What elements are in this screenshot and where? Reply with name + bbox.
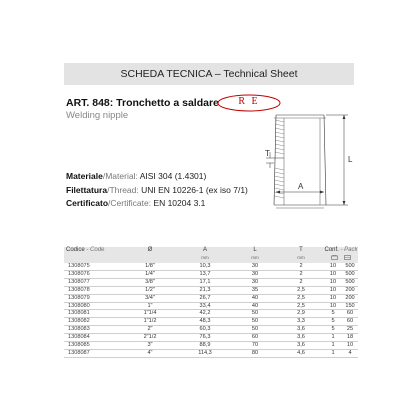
cell-code: 1308082 xyxy=(64,318,122,326)
cell-code: 1308081 xyxy=(64,310,122,318)
cell-p2: 25 xyxy=(342,326,358,334)
cell-p1: 10 xyxy=(324,286,342,294)
cell-a: 48,3 xyxy=(178,318,232,326)
cell-t: 3,6 xyxy=(278,326,324,334)
cell-d: 1/8" xyxy=(122,263,178,270)
cell-t: 2 xyxy=(278,278,324,286)
table-row xyxy=(64,302,358,310)
cell-d: 3/8" xyxy=(122,278,178,286)
cell-p1: 5 xyxy=(324,310,342,318)
cell-d: 2" xyxy=(122,326,178,334)
pack-icons xyxy=(324,254,358,261)
cell-l: 60 xyxy=(232,334,278,342)
cell-code: 1308087 xyxy=(64,349,122,357)
spec-certificate-label-en: /Certificate: xyxy=(108,198,152,208)
spec-material xyxy=(66,170,248,184)
col-diameter-header xyxy=(122,247,178,263)
cell-l: 30 xyxy=(232,263,278,270)
cell-t: 2,9 xyxy=(278,310,324,318)
cell-l: 50 xyxy=(232,310,278,318)
cell-p2: 60 xyxy=(342,318,358,326)
col-code-label-en: - Code xyxy=(84,247,105,253)
col-l-unit: mm xyxy=(251,255,259,260)
col-pack-label: Conf. xyxy=(324,247,339,253)
cell-p1: 10 xyxy=(324,270,342,278)
dimensions-table xyxy=(64,247,358,358)
table-header-row xyxy=(64,247,358,263)
table-row xyxy=(64,318,358,326)
dimensions-table-wrap xyxy=(64,247,358,358)
cell-a: 88,9 xyxy=(178,342,232,350)
cell-l: 40 xyxy=(232,302,278,310)
spec-thread-label-en: /Thread: xyxy=(107,184,139,195)
spec-thread xyxy=(66,184,248,198)
col-diameter-label: Ø xyxy=(147,247,153,253)
cell-code: 1308079 xyxy=(64,294,122,302)
article-subtitle: Welding nipple xyxy=(66,110,129,121)
cell-p1: 1 xyxy=(324,342,342,350)
cell-t: 2,5 xyxy=(278,302,324,310)
cell-p1: 5 xyxy=(324,318,342,326)
cell-code: 1308076 xyxy=(64,270,122,278)
cell-a: 26,7 xyxy=(178,294,232,302)
col-t-label: T xyxy=(299,247,303,253)
cell-d: 1/4" xyxy=(122,270,178,278)
cell-l: 70 xyxy=(232,342,278,350)
label-l: L xyxy=(348,155,353,164)
col-l-header xyxy=(232,247,278,263)
cell-p1: 10 xyxy=(324,294,342,302)
spec-material-label-en: /Material: xyxy=(102,171,138,181)
box-icon xyxy=(331,255,338,260)
spec-certificate-label: Certificato xyxy=(66,198,109,208)
cell-t: 3,3 xyxy=(278,318,324,326)
spec-certificate xyxy=(66,197,248,211)
cell-p2: 60 xyxy=(342,310,358,318)
cell-a: 13,7 xyxy=(178,270,232,278)
carton-icon xyxy=(344,255,351,260)
col-t-unit: mm xyxy=(297,255,305,260)
cell-p2: 500 xyxy=(342,263,358,270)
cell-d: 1"1/4 xyxy=(122,310,178,318)
label-t: T xyxy=(265,149,270,158)
col-a-label: A xyxy=(202,247,207,253)
cell-code: 1308084 xyxy=(64,334,122,342)
spec-material-label: Materiale xyxy=(66,171,103,181)
cell-code: 1308080 xyxy=(64,302,122,310)
spec-thread-value: UNI EN 10226-1 (ex iso 7/1) xyxy=(138,184,248,195)
cell-d: 1/2" xyxy=(122,286,178,294)
cell-a: 10,3 xyxy=(178,263,232,270)
table-row xyxy=(64,286,358,294)
cell-p2: 18 xyxy=(342,334,358,342)
cell-t: 3,6 xyxy=(278,342,324,350)
table-row xyxy=(64,310,358,318)
table-row xyxy=(64,294,358,302)
cell-l: 50 xyxy=(232,326,278,334)
cell-p1: 10 xyxy=(324,302,342,310)
cell-p2: 500 xyxy=(342,278,358,286)
cell-d: 4" xyxy=(122,349,178,357)
cell-d: 3" xyxy=(122,342,178,350)
cell-p2: 200 xyxy=(342,294,358,302)
table-row xyxy=(64,263,358,270)
cell-t: 2,5 xyxy=(278,294,324,302)
cell-a: 21,3 xyxy=(178,286,232,294)
cell-t: 2,5 xyxy=(278,286,324,294)
col-l-label: L xyxy=(253,247,257,253)
cell-code: 1308085 xyxy=(64,342,122,350)
cell-t: 3,6 xyxy=(278,334,324,342)
article-title: ART. 848: Tronchetto a saldare xyxy=(66,97,219,109)
spec-certificate-value: EN 10204 3.1 xyxy=(151,198,206,208)
cell-l: 80 xyxy=(232,349,278,357)
cell-code: 1308077 xyxy=(64,278,122,286)
col-pack-label-en: - Pack xyxy=(338,247,358,253)
cell-a: 60,3 xyxy=(178,326,232,334)
cell-t: 2 xyxy=(278,263,324,270)
spec-material-value: AISI 304 (1.4301) xyxy=(137,171,207,181)
cell-d: 1" xyxy=(122,302,178,310)
cell-p2: 500 xyxy=(342,270,358,278)
spec-thread-label: Filettatura xyxy=(66,184,108,195)
cell-p2: 200 xyxy=(342,286,358,294)
cell-d: 3/4" xyxy=(122,294,178,302)
cell-a: 42,2 xyxy=(178,310,232,318)
cell-code: 1308083 xyxy=(64,326,122,334)
cell-l: 30 xyxy=(232,278,278,286)
table-body xyxy=(64,263,358,357)
cell-p2: 10 xyxy=(342,342,358,350)
cell-a: 33,4 xyxy=(178,302,232,310)
col-t-header xyxy=(278,247,324,263)
cell-l: 35 xyxy=(232,286,278,294)
cell-t: 4,6 xyxy=(278,349,324,357)
cell-p2: 4 xyxy=(342,349,358,357)
cell-p1: 1 xyxy=(324,349,342,357)
welding-nipple-drawing xyxy=(262,110,362,210)
label-a: A xyxy=(298,182,304,191)
table-row xyxy=(64,270,358,278)
cell-p1: 5 xyxy=(324,326,342,334)
technical-sheet-header xyxy=(64,63,354,85)
cell-p1: 1 xyxy=(324,334,342,342)
table-row xyxy=(64,342,358,350)
table-row xyxy=(64,349,358,357)
cell-a: 114,3 xyxy=(178,349,232,357)
col-code-label: Codice xyxy=(66,247,85,253)
cell-code: 1308075 xyxy=(64,263,122,270)
col-code-header xyxy=(64,247,122,263)
table-row xyxy=(64,334,358,342)
cell-l: 50 xyxy=(232,318,278,326)
header-title: SCHEDA TECNICA – Technical Sheet xyxy=(120,68,298,80)
col-pack-header xyxy=(324,247,358,263)
specs-block xyxy=(66,170,248,211)
cell-code: 1308078 xyxy=(64,286,122,294)
cell-p1: 10 xyxy=(324,263,342,270)
cell-a: 17,1 xyxy=(178,278,232,286)
col-a-header xyxy=(178,247,232,263)
cell-a: 76,3 xyxy=(178,334,232,342)
cell-l: 40 xyxy=(232,294,278,302)
col-a-unit: mm xyxy=(201,255,209,260)
cell-d: 1"1/2 xyxy=(122,318,178,326)
table-row xyxy=(64,326,358,334)
cell-l: 30 xyxy=(232,270,278,278)
cell-p1: 10 xyxy=(324,278,342,286)
cell-t: 2 xyxy=(278,270,324,278)
logo-text: R E xyxy=(238,96,260,107)
cell-p2: 150 xyxy=(342,302,358,310)
cell-d: 2"1/2 xyxy=(122,334,178,342)
table-row xyxy=(64,278,358,286)
